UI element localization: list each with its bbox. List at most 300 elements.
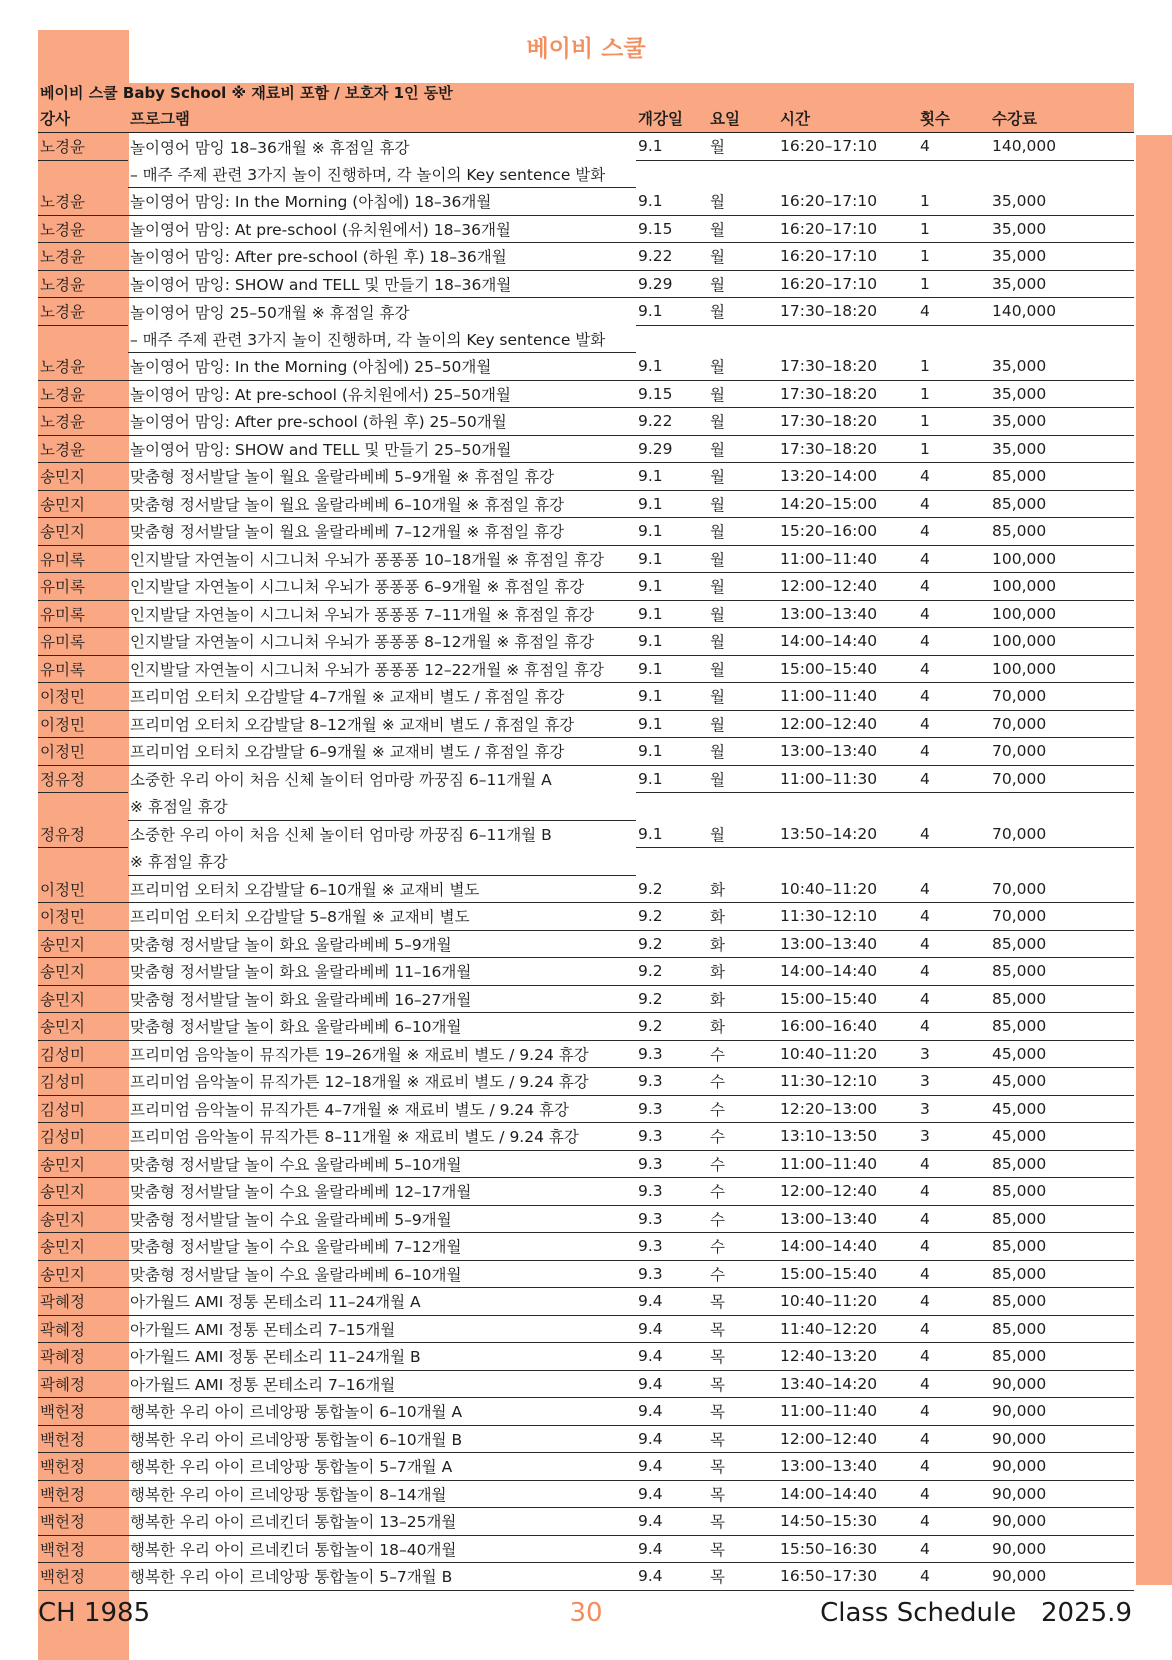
start-date-cell: 9.2 [636,1013,708,1041]
count-cell: 4 [918,738,990,766]
fee-cell: 100,000 [990,546,1134,574]
time-cell: 10:40–11:20 [778,1041,918,1069]
fee-cell: 140,000 [990,133,1134,161]
day-cell: 월 [708,821,778,849]
time-cell: 10:40–11:20 [778,876,918,904]
time-cell: 11:00–11:40 [778,546,918,574]
day-cell: 목 [708,1536,778,1564]
time-cell: 12:00–12:40 [778,1426,918,1454]
table-row [38,133,1134,161]
fee-cell: 85,000 [990,931,1134,959]
fee-cell: 70,000 [990,821,1134,849]
table-row [38,683,1134,711]
program-cell: 맞춤형 정서발달 놀이 월요 울랄라베베 5–9개월 ※ 휴점일 휴강 [128,463,636,491]
schedule-table [38,104,1134,1591]
teacher-cell: 송민지 [38,1178,128,1206]
count-cell: 3 [918,1096,990,1124]
fee-cell: 90,000 [990,1453,1134,1481]
table-row [38,1316,1134,1344]
count-cell [918,326,990,354]
fee-cell: 35,000 [990,243,1134,271]
fee-cell: 85,000 [990,518,1134,546]
teacher-cell: 김성미 [38,1096,128,1124]
time-cell: 12:00–12:40 [778,711,918,739]
table-row [38,161,1134,189]
time-cell: 11:30–12:10 [778,903,918,931]
time-cell: 14:00–14:40 [778,1233,918,1261]
day-cell: 수 [708,1178,778,1206]
day-cell: 화 [708,931,778,959]
program-cell: 프리미엄 오터치 오감발달 6–9개월 ※ 교재비 별도 / 휴점일 휴강 [128,738,636,766]
program-cell: 프리미엄 음악놀이 뮤직가튼 4–7개월 ※ 재료비 별도 / 9.24 휴강 [128,1096,636,1124]
count-cell: 4 [918,1481,990,1509]
time-cell: 15:00–15:40 [778,1261,918,1289]
day-cell: 목 [708,1563,778,1591]
program-cell: – 매주 주제 관련 3가지 놀이 진행하며, 각 놀이의 Key sentence 발화 [128,161,636,189]
program-cell: 맞춤형 정서발달 놀이 수요 울랄라베베 12–17개월 [128,1178,636,1206]
table-row [38,436,1134,464]
day-cell: 월 [708,656,778,684]
count-cell: 4 [918,573,990,601]
fee-cell: 35,000 [990,216,1134,244]
program-cell: 놀이영어 맘잉: After pre-school (하원 후) 18–36개월 [128,243,636,271]
program-cell: ※ 휴점일 휴강 [128,793,636,821]
start-date-cell: 9.1 [636,711,708,739]
program-cell: 프리미엄 오터치 오감발달 8–12개월 ※ 교재비 별도 / 휴점일 휴강 [128,711,636,739]
table-row [38,628,1134,656]
fee-cell: 85,000 [990,491,1134,519]
teacher-cell: 노경윤 [38,188,128,216]
table-row [38,1426,1134,1454]
teacher-cell: 유미록 [38,601,128,629]
fee-cell [990,848,1134,876]
time-cell: 14:00–14:40 [778,958,918,986]
teacher-cell: 송민지 [38,931,128,959]
program-cell: 프리미엄 오터치 오감발달 5–8개월 ※ 교재비 별도 [128,903,636,931]
section-banner: 베이비 스쿨 Baby School ※ 재료비 포함 / 보호자 1인 동반 [38,83,1134,104]
fee-cell: 85,000 [990,1261,1134,1289]
table-row [38,1481,1134,1509]
fee-cell: 85,000 [990,1233,1134,1261]
fee-cell: 90,000 [990,1371,1134,1399]
teacher-cell: 송민지 [38,958,128,986]
time-cell: 14:00–14:40 [778,628,918,656]
fee-cell: 85,000 [990,1316,1134,1344]
table-body [38,133,1134,1591]
start-date-cell: 9.3 [636,1206,708,1234]
teacher-cell [38,793,128,821]
fee-cell: 85,000 [990,1151,1134,1179]
start-date-cell: 9.4 [636,1316,708,1344]
count-cell: 4 [918,1398,990,1426]
fee-cell: 100,000 [990,628,1134,656]
start-date-cell [636,161,708,189]
table-row [38,876,1134,904]
time-cell: 13:10–13:50 [778,1123,918,1151]
count-cell: 4 [918,518,990,546]
day-cell: 목 [708,1316,778,1344]
time-cell: 12:20–13:00 [778,1096,918,1124]
fee-cell: 85,000 [990,1206,1134,1234]
fee-cell: 45,000 [990,1123,1134,1151]
teacher-cell: 송민지 [38,986,128,1014]
teacher-cell: 노경윤 [38,133,128,161]
day-cell: 수 [708,1123,778,1151]
time-cell: 16:20–17:10 [778,216,918,244]
fee-cell: 140,000 [990,298,1134,326]
start-date-cell: 9.3 [636,1151,708,1179]
time-cell: 12:00–12:40 [778,1178,918,1206]
page-title: 베이비 스쿨 [526,36,646,62]
start-date-cell [636,326,708,354]
table-row [38,491,1134,519]
start-date-cell: 9.4 [636,1508,708,1536]
teacher-cell: 유미록 [38,656,128,684]
start-date-cell: 9.1 [636,738,708,766]
table-row [38,711,1134,739]
program-cell: 아가월드 AMI 정통 몬테소리 11–24개월 A [128,1288,636,1316]
day-cell: 월 [708,573,778,601]
count-cell: 1 [918,216,990,244]
fee-cell: 45,000 [990,1041,1134,1069]
count-cell: 4 [918,821,990,849]
time-cell: 13:50–14:20 [778,821,918,849]
fee-cell: 100,000 [990,656,1134,684]
table-row [38,1371,1134,1399]
fee-cell: 85,000 [990,1178,1134,1206]
start-date-cell: 9.3 [636,1261,708,1289]
start-date-cell [636,793,708,821]
program-cell: 맞춤형 정서발달 놀이 수요 울랄라베베 5–9개월 [128,1206,636,1234]
count-cell: 4 [918,766,990,794]
start-date-cell: 9.1 [636,133,708,161]
table-row [38,656,1134,684]
program-cell: 놀이영어 맘잉 18–36개월 ※ 휴점일 휴강 [130,138,410,157]
day-cell: 월 [708,408,778,436]
teacher-cell [38,161,128,189]
teacher-cell: 백헌정 [38,1563,128,1591]
day-cell: 월 [708,546,778,574]
start-date-cell: 9.4 [636,1288,708,1316]
day-cell: 월 [708,766,778,794]
program-cell: 소중한 우리 아이 처음 신체 놀이터 엄마랑 까꿍짐 6–11개월 B [130,826,552,845]
day-cell: 수 [708,1151,778,1179]
teacher-cell: 이정민 [38,876,128,904]
count-cell: 4 [918,298,990,326]
fee-cell: 90,000 [990,1426,1134,1454]
count-cell: 4 [918,876,990,904]
table-row [38,601,1134,629]
start-date-cell: 9.1 [636,546,708,574]
program-cell: 인지발달 자연놀이 시그니처 우뇌가 퐁퐁퐁 12–22개월 ※ 휴점일 휴강 [128,656,636,684]
schedule-section [38,83,1134,1591]
fee-cell: 85,000 [990,463,1134,491]
day-cell: 목 [708,1481,778,1509]
program-cell: 아가월드 AMI 정통 몬테소리 7–15개월 [128,1316,636,1344]
program-cell: 놀이영어 맘잉: In the Morning (아침에) 25–50개월 [128,353,636,381]
count-cell: 1 [918,436,990,464]
fee-cell [990,793,1134,821]
teacher-cell: 백헌정 [38,1453,128,1481]
header-start-date: 개강일 [636,104,708,133]
day-cell: 월 [708,353,778,381]
day-cell: 월 [708,518,778,546]
count-cell: 1 [918,271,990,299]
fee-cell: 90,000 [990,1481,1134,1509]
day-cell: 목 [708,1453,778,1481]
day-cell: 월 [708,243,778,271]
count-cell [918,161,990,189]
table-row [38,1508,1134,1536]
day-cell: 월 [708,491,778,519]
time-cell: 14:50–15:30 [778,1508,918,1536]
table-row [38,353,1134,381]
day-cell: 월 [708,683,778,711]
teacher-cell: 곽혜정 [38,1343,128,1371]
teacher-cell: 김성미 [38,1068,128,1096]
count-cell: 4 [918,1536,990,1564]
teacher-cell: 김성미 [38,1041,128,1069]
program-cell: 행복한 우리 아이 르네앙팡 통합놀이 5–7개월 A [128,1453,636,1481]
count-cell: 4 [918,931,990,959]
day-cell [708,793,778,821]
start-date-cell: 9.4 [636,1481,708,1509]
teacher-cell: 노경윤 [38,381,128,409]
time-cell: 15:00–15:40 [778,986,918,1014]
table-row [38,1261,1134,1289]
start-date-cell: 9.15 [636,216,708,244]
program-cell: 놀이영어 맘잉: At pre-school (유치원에서) 18–36개월 [128,216,636,244]
start-date-cell: 9.1 [636,491,708,519]
count-cell: 4 [918,683,990,711]
fee-cell: 35,000 [990,381,1134,409]
right-accent-bar [1136,135,1172,1585]
start-date-cell [636,848,708,876]
fee-cell: 35,000 [990,408,1134,436]
teacher-cell: 백헌정 [38,1536,128,1564]
table-row [38,1041,1134,1069]
table-header-row [38,104,1134,133]
program-cell: 맞춤형 정서발달 놀이 화요 울랄라베베 6–10개월 [128,1013,636,1041]
table-row [38,766,1134,794]
time-cell: 11:00–11:40 [778,1151,918,1179]
program-cell: 맞춤형 정서발달 놀이 화요 울랄라베베 16–27개월 [128,986,636,1014]
footer-brand: CH 1985 [38,1598,151,1628]
day-cell: 목 [708,1343,778,1371]
fee-cell: 90,000 [990,1563,1134,1591]
day-cell: 수 [708,1233,778,1261]
teacher-cell: 백헌정 [38,1508,128,1536]
fee-cell: 35,000 [990,353,1134,381]
count-cell: 4 [918,1371,990,1399]
time-cell: 13:00–13:40 [778,1453,918,1481]
day-cell: 월 [708,738,778,766]
time-cell [778,793,918,821]
start-date-cell: 9.1 [636,353,708,381]
start-date-cell: 9.29 [636,271,708,299]
footer-schedule-label: Class Schedule 2025.9 [820,1598,1132,1628]
fee-cell: 45,000 [990,1068,1134,1096]
teacher-cell: 곽혜정 [38,1316,128,1344]
teacher-cell: 유미록 [38,573,128,601]
time-cell: 16:20–17:10 [778,133,918,161]
day-cell: 월 [708,601,778,629]
program-cell: 행복한 우리 아이 르네킨더 통합놀이 13–25개월 [128,1508,636,1536]
time-cell: 13:00–13:40 [778,931,918,959]
start-date-cell: 9.1 [636,298,708,326]
day-cell: 목 [708,1371,778,1399]
day-cell: 월 [708,216,778,244]
time-cell [778,161,918,189]
day-cell: 월 [708,381,778,409]
table-row [38,1206,1134,1234]
table-row [38,1233,1134,1261]
teacher-cell: 노경윤 [38,243,128,271]
day-cell: 화 [708,903,778,931]
fee-cell: 70,000 [990,903,1134,931]
teacher-cell: 노경윤 [38,436,128,464]
count-cell: 4 [918,1233,990,1261]
time-cell: 11:00–11:40 [778,1398,918,1426]
program-cell: 맞춤형 정서발달 놀이 화요 울랄라베베 11–16개월 [128,958,636,986]
table-row [38,1013,1134,1041]
table-row [38,931,1134,959]
table-row [38,1123,1134,1151]
fee-cell: 100,000 [990,601,1134,629]
header-fee: 수강료 [990,104,1134,133]
start-date-cell: 9.2 [636,876,708,904]
start-date-cell: 9.1 [636,518,708,546]
program-cell: 프리미엄 오터치 오감발달 6–10개월 ※ 교재비 별도 [128,876,636,904]
table-row [38,463,1134,491]
count-cell: 4 [918,546,990,574]
program-cell: 인지발달 자연놀이 시그니처 우뇌가 퐁퐁퐁 6–9개월 ※ 휴점일 휴강 [128,573,636,601]
table-row [38,381,1134,409]
count-cell: 4 [918,1453,990,1481]
table-row [38,216,1134,244]
table-row [38,408,1134,436]
time-cell: 13:00–13:40 [778,601,918,629]
day-cell: 화 [708,986,778,1014]
start-date-cell: 9.4 [636,1371,708,1399]
day-cell: 화 [708,958,778,986]
time-cell: 16:50–17:30 [778,1563,918,1591]
program-cell: 프리미엄 음악놀이 뮤직가튼 12–18개월 ※ 재료비 별도 / 9.24 휴강 [128,1068,636,1096]
teacher-cell: 정유정 [38,821,128,849]
time-cell: 16:20–17:10 [778,243,918,271]
table-row [38,1288,1134,1316]
fee-cell: 35,000 [990,436,1134,464]
program-cell: 인지발달 자연놀이 시그니처 우뇌가 퐁퐁퐁 10–18개월 ※ 휴점일 휴강 [128,546,636,574]
day-cell: 화 [708,1013,778,1041]
fee-cell: 85,000 [990,986,1134,1014]
start-date-cell: 9.3 [636,1123,708,1151]
time-cell: 17:30–18:20 [778,408,918,436]
start-date-cell: 9.4 [636,1453,708,1481]
table-row [38,821,1134,849]
fee-cell [990,326,1134,354]
time-cell [778,848,918,876]
program-cell: 놀이영어 맘잉: In the Morning (아침에) 18–36개월 [128,188,636,216]
program-cell: ※ 휴점일 휴강 [128,848,636,876]
day-cell: 월 [708,711,778,739]
count-cell: 4 [918,903,990,931]
start-date-cell: 9.3 [636,1041,708,1069]
program-cell: 맞춤형 정서발달 놀이 월요 울랄라베베 7–12개월 ※ 휴점일 휴강 [128,518,636,546]
teacher-cell [38,848,128,876]
count-cell: 1 [918,353,990,381]
start-date-cell: 9.3 [636,1096,708,1124]
time-cell: 16:20–17:10 [778,188,918,216]
start-date-cell: 9.1 [636,766,708,794]
count-cell: 3 [918,1123,990,1151]
program-cell: 맞춤형 정서발달 놀이 월요 울랄라베베 6–10개월 ※ 휴점일 휴강 [128,491,636,519]
time-cell [778,326,918,354]
count-cell: 4 [918,1563,990,1591]
teacher-cell: 노경윤 [38,353,128,381]
day-cell: 월 [708,436,778,464]
table-row [38,793,1134,821]
table-row [38,1343,1134,1371]
start-date-cell: 9.2 [636,986,708,1014]
table-row [38,1151,1134,1179]
time-cell: 11:00–11:30 [778,766,918,794]
count-cell: 4 [918,958,990,986]
fee-cell: 85,000 [990,1288,1134,1316]
day-cell: 목 [708,1508,778,1536]
table-row [38,958,1134,986]
teacher-cell: 이정민 [38,738,128,766]
day-cell: 월 [708,463,778,491]
fee-cell: 85,000 [990,1013,1134,1041]
day-cell [708,161,778,189]
day-cell: 월 [708,271,778,299]
program-cell: 아가월드 AMI 정통 몬테소리 11–24개월 B [128,1343,636,1371]
day-cell: 화 [708,876,778,904]
program-cell: 놀이영어 맘잉: At pre-school (유치원에서) 25–50개월 [128,381,636,409]
day-cell: 월 [708,298,778,326]
table-row [38,1536,1134,1564]
teacher-cell: 송민지 [38,1151,128,1179]
start-date-cell: 9.3 [636,1178,708,1206]
time-cell: 14:00–14:40 [778,1481,918,1509]
start-date-cell: 9.22 [636,243,708,271]
table-row [38,243,1134,271]
time-cell: 17:30–18:20 [778,436,918,464]
fee-cell: 70,000 [990,876,1134,904]
count-cell: 4 [918,1316,990,1344]
count-cell: 1 [918,381,990,409]
time-cell: 11:40–12:20 [778,1316,918,1344]
fee-cell: 35,000 [990,188,1134,216]
count-cell: 3 [918,1068,990,1096]
start-date-cell: 9.1 [636,656,708,684]
program-cell: 아가월드 AMI 정통 몬테소리 7–16개월 [128,1371,636,1399]
time-cell: 17:30–18:20 [778,353,918,381]
start-date-cell: 9.4 [636,1398,708,1426]
start-date-cell: 9.1 [636,628,708,656]
start-date-cell: 9.2 [636,958,708,986]
table-row [38,848,1134,876]
count-cell: 4 [918,1288,990,1316]
program-cell: 소중한 우리 아이 처음 신체 놀이터 엄마랑 까꿍짐 6–11개월 A [130,771,552,790]
teacher-cell: 유미록 [38,546,128,574]
table-row [38,326,1134,354]
table-row [38,271,1134,299]
fee-cell: 45,000 [990,1096,1134,1124]
count-cell: 4 [918,1261,990,1289]
table-row [38,1398,1134,1426]
